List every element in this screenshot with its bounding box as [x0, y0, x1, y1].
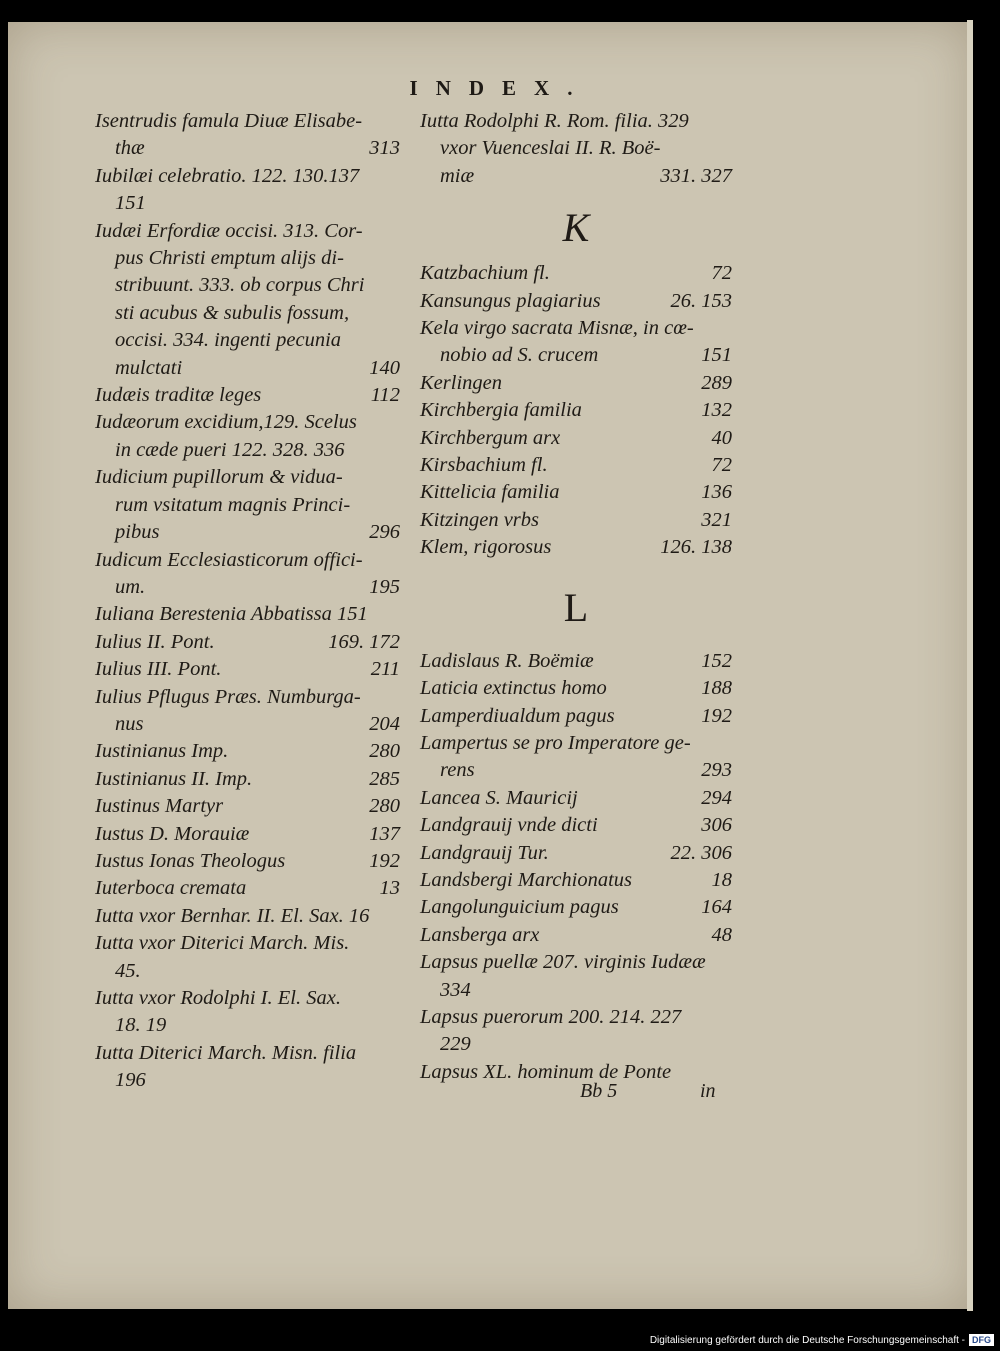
entry-text-line: 151 [115, 192, 146, 215]
entry-page-ref: 280 [369, 795, 400, 818]
entry-page-ref: 169. 172 [328, 630, 400, 653]
entry-page-ref: 293 [701, 759, 732, 782]
index-entry [95, 409, 400, 464]
entry-text-line: Iuterboca cremata [95, 877, 247, 900]
index-entry [420, 425, 732, 452]
entry-page-ref: 211 [370, 658, 400, 681]
entry-page-ref: 321 [701, 508, 732, 531]
index-entry [420, 1004, 732, 1059]
entry-page-ref: 152 [701, 649, 732, 672]
entry-text-line: Isentrudis famula Diuæ Elisabe- [95, 110, 363, 132]
index-entry [420, 867, 732, 894]
entry-text-line: Ladislaus R. Boëmiæ [420, 649, 594, 672]
index-entry [420, 108, 732, 190]
entry-text-line: rens [440, 759, 475, 782]
entry-text-line: miæ [440, 164, 475, 187]
index-entry [95, 629, 400, 656]
entry-text-line: Lamperdiualdum pagus [420, 704, 615, 727]
index-entry [95, 656, 400, 683]
entry-page-ref: 112 [370, 384, 400, 407]
entry-text-line: 334 [440, 978, 471, 1001]
entry-text-line: Iutta Rodolphi R. Rom. filia. 329 [420, 110, 689, 132]
entry-page-ref: 192 [701, 704, 732, 727]
index-entry [420, 315, 732, 370]
entry-text-line: Langolunguicium pagus [420, 896, 619, 919]
entry-text-line: Lansberga arx [420, 923, 540, 946]
entry-page-ref: 72 [711, 454, 732, 477]
index-entry [420, 894, 732, 921]
index-entry [420, 507, 732, 534]
index-entry [420, 785, 732, 812]
entry-text-line: Iudæis traditæ leges [95, 384, 262, 407]
index-entry [95, 903, 400, 930]
index-entry [420, 397, 732, 424]
index-entry [420, 922, 732, 949]
entry-page-ref: 195 [369, 575, 400, 598]
entry-text-line: Lapsus XL. hominum de Ponte [420, 1060, 672, 1083]
index-entry [420, 479, 732, 506]
entry-text-line: pibus [115, 521, 160, 544]
index-entry [95, 848, 400, 875]
index-entry [420, 534, 732, 561]
entry-text-line: Iutta vxor Diterici March. Mis. [95, 932, 350, 955]
entry-text-line: Kansungus plagiarius [420, 289, 601, 312]
entry-text-line: um. [115, 575, 146, 598]
index-entry [420, 648, 732, 675]
entry-text-line: Iudicium pupillorum & vidua- [95, 466, 343, 489]
entry-text-line: Iudæi Erfordiæ occisi. 313. Cor- [95, 219, 363, 242]
entry-page-ref: 289 [701, 371, 732, 394]
index-column-right [420, 108, 732, 1086]
entry-page-ref: 204 [369, 712, 400, 735]
index-entry [95, 601, 400, 628]
entry-page-ref: 48 [711, 923, 732, 946]
index-entry [95, 218, 400, 382]
entry-text-line: mulctati [115, 356, 183, 379]
index-column-left [95, 108, 400, 1095]
entry-text-line: Iulius II. Pont. [95, 630, 215, 653]
entry-text-line: Iudæorum excidium,129. Scelus [95, 411, 357, 434]
entry-text-line: Kittelicia familia [420, 481, 560, 504]
entry-page-ref: 26. 153 [670, 289, 732, 312]
section-letter-k: K [562, 205, 590, 251]
entry-text-line: stribuunt. 333. ob corpus Chri [115, 274, 365, 297]
index-entry [95, 684, 400, 739]
entry-text-line: Iustus Ionas Theologus [95, 849, 286, 872]
index-entry [95, 108, 400, 163]
index-entry [95, 793, 400, 820]
footer-text: Digitalisierung gefördert durch die Deutsche Forschungsgemeinschaft - [649, 1335, 965, 1346]
index-entry [95, 985, 400, 1040]
entry-text-line: Iulius Pflugus Præs. Numburga- [95, 685, 361, 708]
entry-text-line: Lapsus puellæ 207. virginis Iudææ [420, 951, 706, 974]
entry-page-ref: 72 [711, 262, 732, 285]
entry-page-ref: 126. 138 [660, 536, 732, 559]
index-entry [95, 930, 400, 985]
entry-text-line: Kirchbergia familia [420, 399, 582, 422]
entry-page-ref: 151 [701, 344, 732, 367]
entry-page-ref: 294 [701, 786, 732, 809]
dfg-logo: DFG [969, 1334, 994, 1346]
entry-text-line: Iudicum Ecclesiasticorum offici- [95, 548, 363, 571]
entry-text-line: Kirchbergum arx [420, 426, 561, 449]
entry-text-line: Landgrauij Tur. [420, 841, 549, 864]
entry-text-line: Lampertus se pro Imperatore ge- [420, 731, 691, 754]
entry-page-ref: 285 [369, 767, 400, 790]
entry-text-line: 18. 19 [115, 1014, 167, 1037]
index-entry [420, 703, 732, 730]
entry-text-line: Kela virgo sacrata Misnæ, in cœ- [420, 317, 694, 340]
index-entry [95, 1040, 400, 1095]
entry-text-line: Iustinianus II. Imp. [95, 767, 253, 790]
entry-page-ref: 164 [701, 896, 732, 919]
entry-page-ref: 313 [369, 137, 400, 160]
entry-text-line: pus Christi emptum alijs di- [115, 247, 344, 270]
entry-text-line: sti acubus & subulis fossum, [115, 301, 350, 324]
catchword: in [700, 1080, 716, 1102]
entry-page-ref: 331. 327 [660, 164, 732, 187]
index-entry [95, 464, 400, 546]
page-header: INDEX. [409, 76, 591, 100]
entry-text-line: Lapsus puerorum 200. 214. 227 [420, 1005, 682, 1028]
index-entry [420, 1059, 732, 1086]
index-entry [95, 766, 400, 793]
index-entry [420, 370, 732, 397]
entry-text-line: Kitzingen vrbs [420, 508, 540, 531]
index-entry [420, 840, 732, 867]
index-entry [420, 260, 732, 287]
entry-page-ref: 192 [369, 849, 400, 872]
index-entry [420, 452, 732, 479]
entry-text-line: Laticia extinctus homo [420, 677, 607, 700]
digitization-footer [650, 1334, 994, 1348]
entry-page-ref: 137 [369, 822, 400, 845]
entry-page-ref: 22. 306 [670, 841, 732, 864]
entry-page-ref: 40 [711, 426, 732, 449]
index-entry [95, 382, 400, 409]
entry-page-ref: 136 [701, 481, 732, 504]
entry-text-line: Lancea S. Mauricij [420, 786, 578, 809]
entry-text-line: Iubilæi celebratio. 122. 130.137 [95, 164, 360, 187]
entry-text-line: Iustus D. Morauiæ [95, 822, 250, 845]
entry-text-line: in cæde pueri 122. 328. 336 [115, 438, 345, 461]
index-entry [420, 675, 732, 702]
index-entry [95, 163, 400, 218]
entry-text-line: thæ [115, 137, 145, 160]
entry-text-line: Iustinus Martyr [95, 795, 224, 818]
page-edge [967, 20, 973, 1311]
entry-page-ref: 280 [369, 740, 400, 763]
entry-page-ref: 132 [701, 399, 732, 422]
entry-page-ref: 296 [369, 521, 400, 544]
entry-page-ref: 306 [701, 814, 732, 837]
entry-text-line: nobio ad S. crucem [440, 344, 599, 367]
index-entry [420, 730, 732, 785]
entry-text-line: vxor Vuenceslai II. R. Boë- [440, 137, 661, 160]
index-entry [95, 821, 400, 848]
entry-text-line: Landgrauij vnde dicti [420, 814, 598, 837]
section-letter-l: L [563, 584, 589, 630]
signature-mark: Bb 5 [580, 1080, 618, 1102]
index-entry [420, 949, 732, 1004]
entry-text-line: nus [115, 712, 144, 735]
signature-line [580, 1080, 716, 1103]
entry-text-line: Kirsbachium fl. [420, 454, 548, 477]
entry-text-line: Iutta vxor Rodolphi I. El. Sax. [95, 987, 341, 1009]
entry-text-line: 45. [115, 959, 141, 982]
entry-page-ref: 13 [379, 877, 400, 900]
entry-text-line: rum vsitatum magnis Princi- [115, 493, 351, 516]
index-entry [95, 547, 400, 602]
entry-page-ref: 140 [369, 356, 400, 379]
index-entry [95, 875, 400, 902]
entry-text-line: Iuliana Berestenia Abbatissa 151 [95, 603, 368, 626]
entry-text-line: Iutta Diterici March. Misn. filia [95, 1041, 357, 1064]
entry-text-line: Klem, rigorosus [420, 536, 552, 559]
entry-text-line: Landsbergi Marchionatus [420, 868, 633, 891]
entry-text-line: Iutta vxor Bernhar. II. El. Sax. 16 [95, 904, 370, 927]
entry-text-line: Katzbachium fl. [420, 262, 550, 285]
index-entry [420, 288, 732, 315]
entry-page-ref: 18 [711, 868, 732, 891]
index-entry [95, 738, 400, 765]
entry-text-line: Iulius III. Pont. [95, 658, 222, 681]
index-entry [420, 812, 732, 839]
entry-text-line: Iustinianus Imp. [95, 740, 229, 763]
entry-text-line: Kerlingen [420, 371, 502, 394]
entry-text-line: 196 [115, 1069, 146, 1092]
entry-text-line: occisi. 334. ingenti pecunia [115, 329, 342, 352]
entry-page-ref: 188 [701, 677, 732, 700]
entry-text-line: 229 [440, 1033, 471, 1056]
